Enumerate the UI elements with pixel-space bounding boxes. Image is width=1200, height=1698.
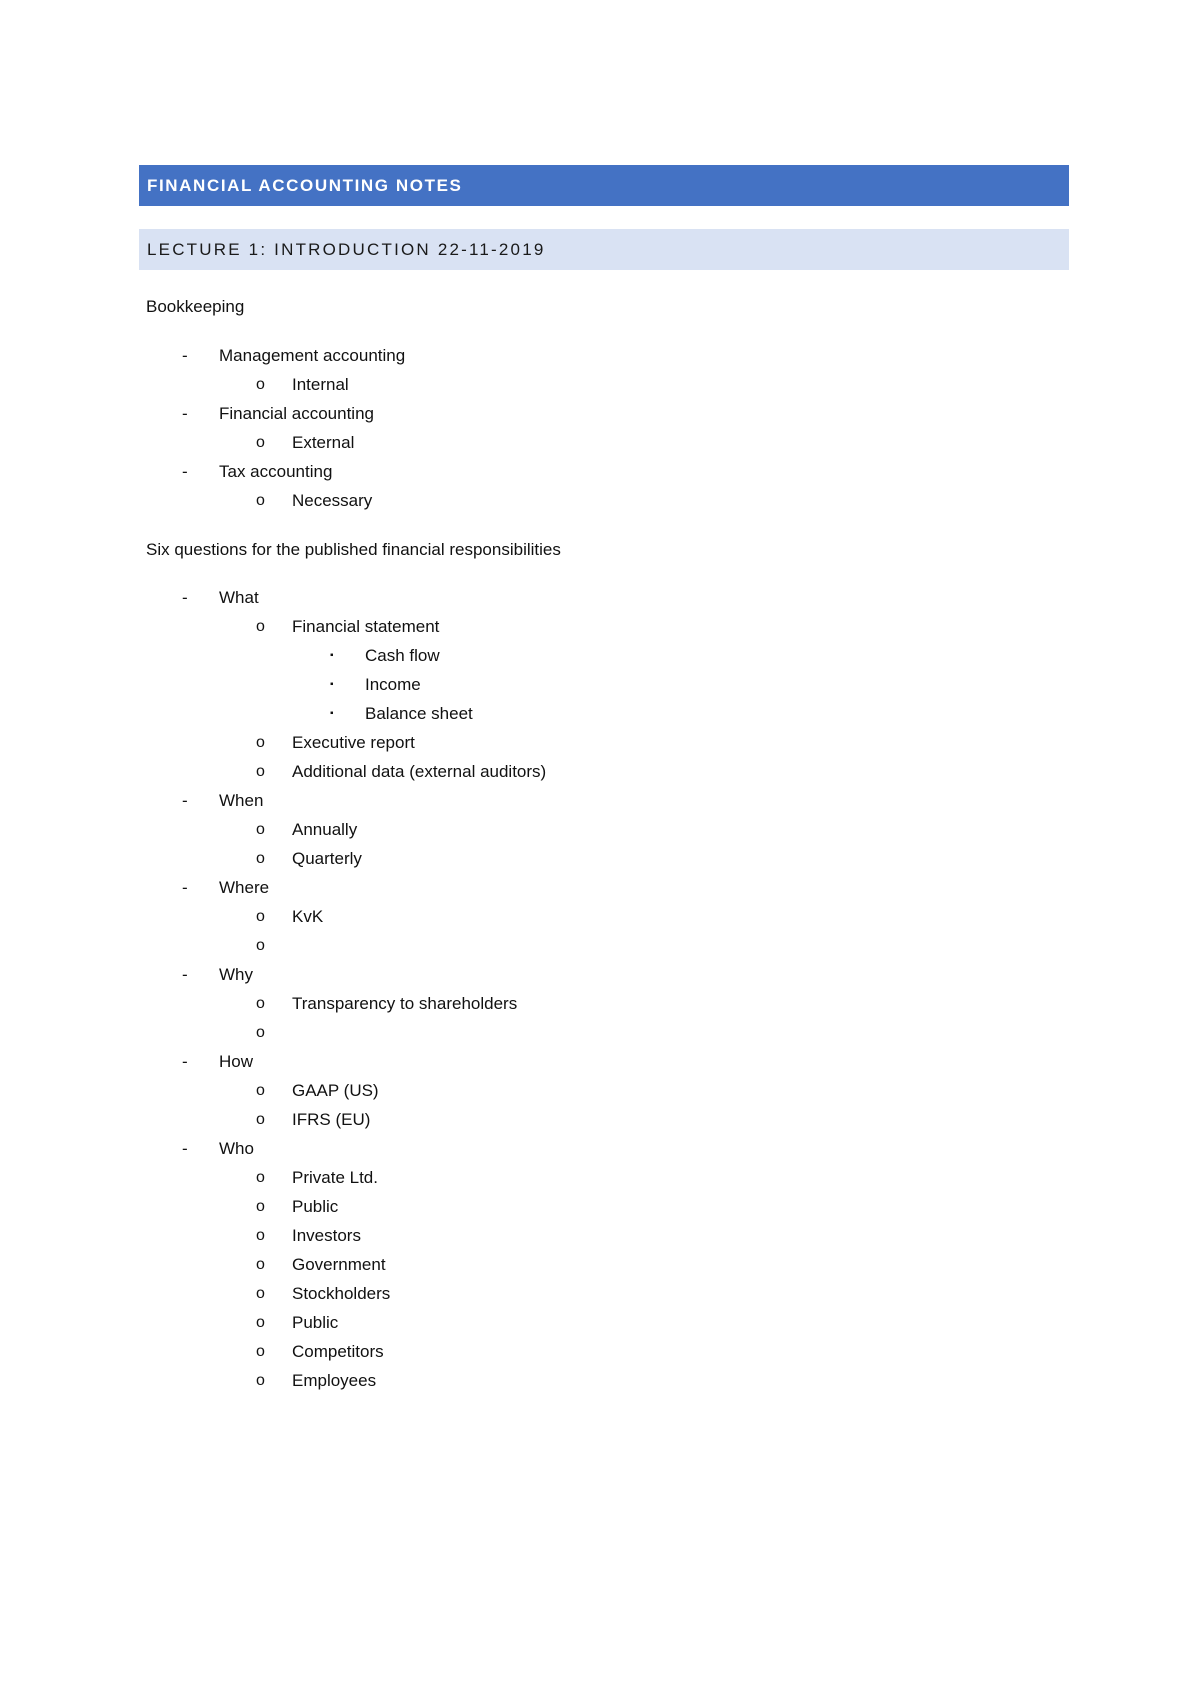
circle-bullet: o bbox=[256, 734, 265, 751]
list-subitem: Public bbox=[292, 1197, 339, 1216]
dash-bullet: - bbox=[182, 878, 188, 897]
circle-bullet: o bbox=[256, 1256, 265, 1273]
circle-bullet: o bbox=[256, 1285, 265, 1302]
list-item: Management accounting bbox=[219, 346, 406, 365]
list-subitem: Transparency to shareholders bbox=[292, 994, 518, 1013]
list-subitem: Executive report bbox=[292, 733, 415, 752]
list-subitem: Necessary bbox=[292, 491, 373, 510]
circle-bullet: o bbox=[256, 1343, 265, 1360]
list-subitem: Public bbox=[292, 1313, 339, 1332]
circle-bullet: o bbox=[256, 1198, 265, 1215]
circle-bullet: o bbox=[256, 1372, 265, 1389]
dash-bullet: - bbox=[182, 1139, 188, 1158]
dash-bullet: - bbox=[182, 404, 188, 423]
list-subsubitem: Cash flow bbox=[365, 646, 440, 665]
square-bullet: ▪ bbox=[330, 650, 334, 661]
list-subitem: Stockholders bbox=[292, 1284, 391, 1303]
list-item-who: Who bbox=[219, 1139, 254, 1158]
list-subitem: Competitors bbox=[292, 1342, 384, 1361]
circle-bullet: o bbox=[256, 1024, 265, 1041]
circle-bullet: o bbox=[256, 908, 265, 925]
circle-bullet: o bbox=[256, 1169, 265, 1186]
circle-bullet: o bbox=[256, 376, 265, 393]
square-bullet: ▪ bbox=[330, 708, 334, 719]
lecture-heading: LECTURE 1: INTRODUCTION 22-11-2019 bbox=[147, 239, 546, 259]
list-item-when: When bbox=[219, 791, 264, 810]
document-title-bar bbox=[139, 165, 1069, 206]
circle-bullet: o bbox=[256, 618, 265, 635]
list-subitem: Additional data (external auditors) bbox=[292, 762, 547, 781]
section-heading-six-questions: Six questions for the published financial responsibilities bbox=[146, 540, 561, 559]
list-subitem: External bbox=[292, 433, 355, 452]
circle-bullet: o bbox=[256, 937, 265, 954]
list-item: Tax accounting bbox=[219, 462, 333, 481]
dash-bullet: - bbox=[182, 965, 188, 984]
list-subitem: GAAP (US) bbox=[292, 1081, 379, 1100]
list-item-why: Why bbox=[219, 965, 253, 984]
circle-bullet: o bbox=[256, 434, 265, 451]
list-subitem: Investors bbox=[292, 1226, 361, 1245]
list-subitem: Employees bbox=[292, 1371, 377, 1390]
circle-bullet: o bbox=[256, 821, 265, 838]
circle-bullet: o bbox=[256, 1314, 265, 1331]
list-subitem: Internal bbox=[292, 375, 349, 394]
circle-bullet: o bbox=[256, 763, 265, 780]
dash-bullet: - bbox=[182, 346, 188, 365]
circle-bullet: o bbox=[256, 1111, 265, 1128]
list-subitem: Private Ltd. bbox=[292, 1168, 378, 1187]
list-subitem: KvK bbox=[292, 907, 324, 926]
dash-bullet: - bbox=[182, 791, 188, 810]
dash-bullet: - bbox=[182, 1052, 188, 1071]
square-bullet: ▪ bbox=[330, 679, 334, 690]
list-item-where: Where bbox=[219, 878, 270, 897]
circle-bullet: o bbox=[256, 995, 265, 1012]
dash-bullet: - bbox=[182, 588, 188, 607]
lecture-heading-bar bbox=[139, 229, 1069, 270]
section-heading-bookkeeping: Bookkeeping bbox=[146, 297, 245, 316]
dash-bullet: - bbox=[182, 462, 188, 481]
circle-bullet: o bbox=[256, 850, 265, 867]
list-item: Financial accounting bbox=[219, 404, 374, 423]
list-subitem: Quarterly bbox=[292, 849, 362, 868]
list-subitem: IFRS (EU) bbox=[292, 1110, 371, 1129]
circle-bullet: o bbox=[256, 1082, 265, 1099]
circle-bullet: o bbox=[256, 492, 265, 509]
list-subitem: Annually bbox=[292, 820, 358, 839]
document-title: FINANCIAL ACCOUNTING NOTES bbox=[147, 175, 463, 195]
list-subsubitem: Balance sheet bbox=[365, 704, 473, 723]
list-subsubitem: Income bbox=[365, 675, 421, 694]
list-subitem: Government bbox=[292, 1255, 386, 1274]
list-item-how: How bbox=[219, 1052, 254, 1071]
circle-bullet: o bbox=[256, 1227, 265, 1244]
list-item-what: What bbox=[219, 588, 259, 607]
list-subitem: Financial statement bbox=[292, 617, 440, 636]
